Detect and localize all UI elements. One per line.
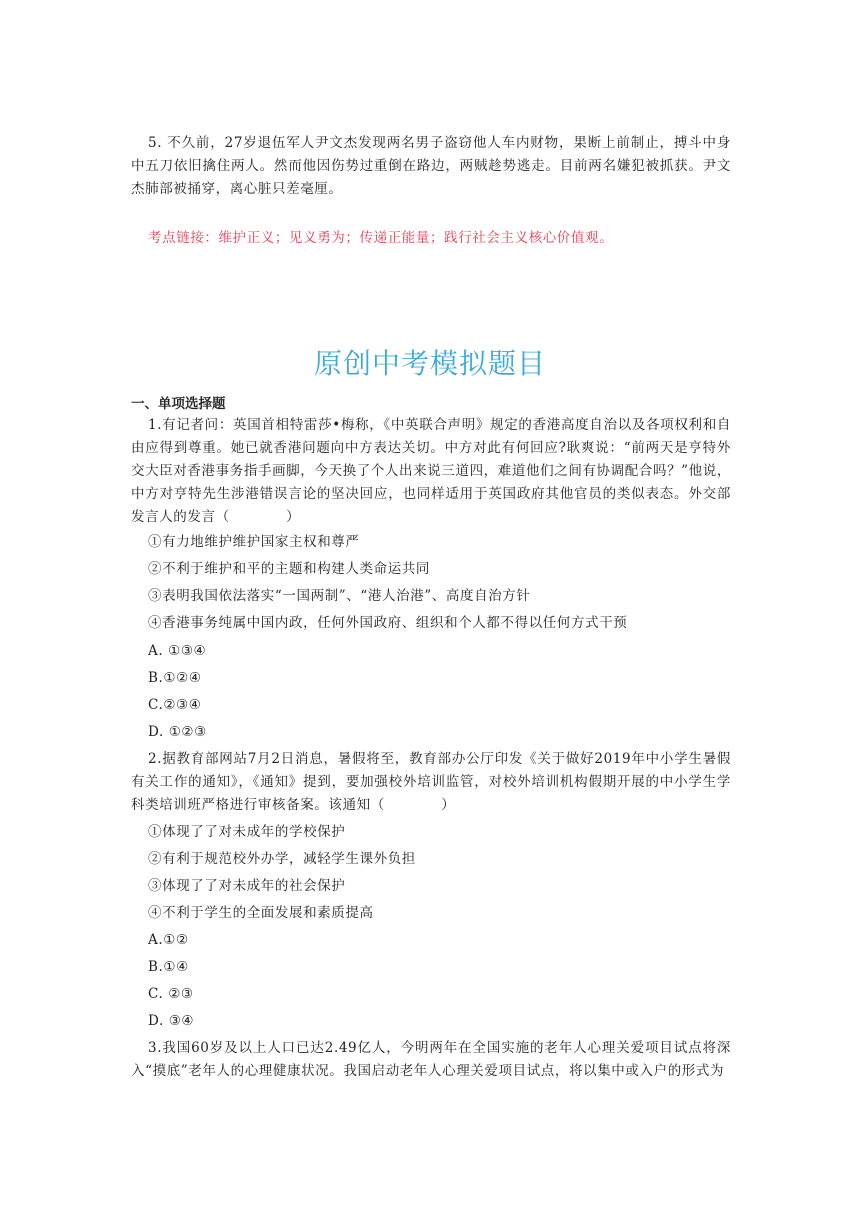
exam-point-link: 考点链接：维护正义；见义勇为；传递正能量；践行社会主义核心价值观。	[148, 230, 614, 246]
question-2-option-a: A.①②	[148, 932, 189, 948]
page-title: 原创中考模拟题目	[313, 347, 546, 380]
question-2-option-b: B.①④	[148, 959, 189, 975]
question-1-item: ②不利于维护和平的主题和构建人类命运共同	[148, 561, 430, 577]
question-1-option-d: D. ①②③	[148, 724, 207, 740]
question-3-stem: 3.我国60岁及以上人口已达2.49亿人，今明两年在全国实施的老年人心理关爱项目试点将深入“摸底”老年人的心理健康状况。我国启动老年人心理关爱项目试点，将以集中或入户的形式为	[131, 1040, 731, 1079]
intro-paragraph: 5. 不久前，27岁退伍军人尹文杰发现两名男子盗窃他人车内财物，果断上前制止，搏斗中身中五刀依旧擒住两人。然而他因伤势过重倒在路边，两贼趁势逃走。目前两名嫌犯被抓获。尹文杰肺部被捅穿，离心脏只差毫厘。	[131, 135, 731, 197]
question-2-item: ③体现了了对未成年的社会保护	[148, 878, 346, 894]
question-2-option-c: C. ②③	[148, 986, 194, 1002]
question-2-item: ④不利于学生的全面发展和素质提高	[148, 905, 374, 921]
question-1-option-a: A. ①③④	[148, 643, 207, 659]
question-1-option-c: C.②③④	[148, 697, 202, 713]
question-1-stem: 1.有记者问：英国首相特雷莎•梅称，《中英联合声明》规定的香港高度自治以及各项权利和自由应得到尊重。她已就香港问题向中方表达关切。中方对此有何回应?耿爽说：“前两天是亨特外交大臣对香港事务指手画脚，今天换了个人出来说三道四，难道他们之间有协调配合吗？”他说，中方对亨特先生涉港错误言论的坚决回应，也同样适用于英国政府其他官员的类似表态。外交部发言人的发言（ ）	[131, 417, 731, 525]
question-2-option-d: D. ③④	[148, 1013, 195, 1029]
section-heading: 一、单项选择题	[131, 396, 226, 412]
question-2-item: ①体现了了对未成年的学校保护	[148, 824, 346, 840]
question-1-item: ③表明我国依法落实“一国两制”、“港人治港”、高度自治方针	[148, 588, 531, 604]
question-2-stem: 2.据教育部网站7月2日消息，暑假将至，教育部办公厅印发《关于做好2019年中小学生暑假有关工作的通知》，《通知》提到，要加强校外培训监管，对校外培训机构假期开展的中小学生学科类培训班严格进行审核备案。该通知（ ）	[131, 751, 731, 813]
question-1-item: ①有力地维护维护国家主权和尊严	[148, 534, 360, 550]
question-2-item: ②有利于规范校外办学，减轻学生课外负担	[148, 851, 416, 867]
question-1-item: ④香港事务纯属中国内政，任何外国政府、组织和个人都不得以任何方式干预	[148, 615, 628, 631]
question-1-option-b: B.①②④	[148, 670, 202, 686]
